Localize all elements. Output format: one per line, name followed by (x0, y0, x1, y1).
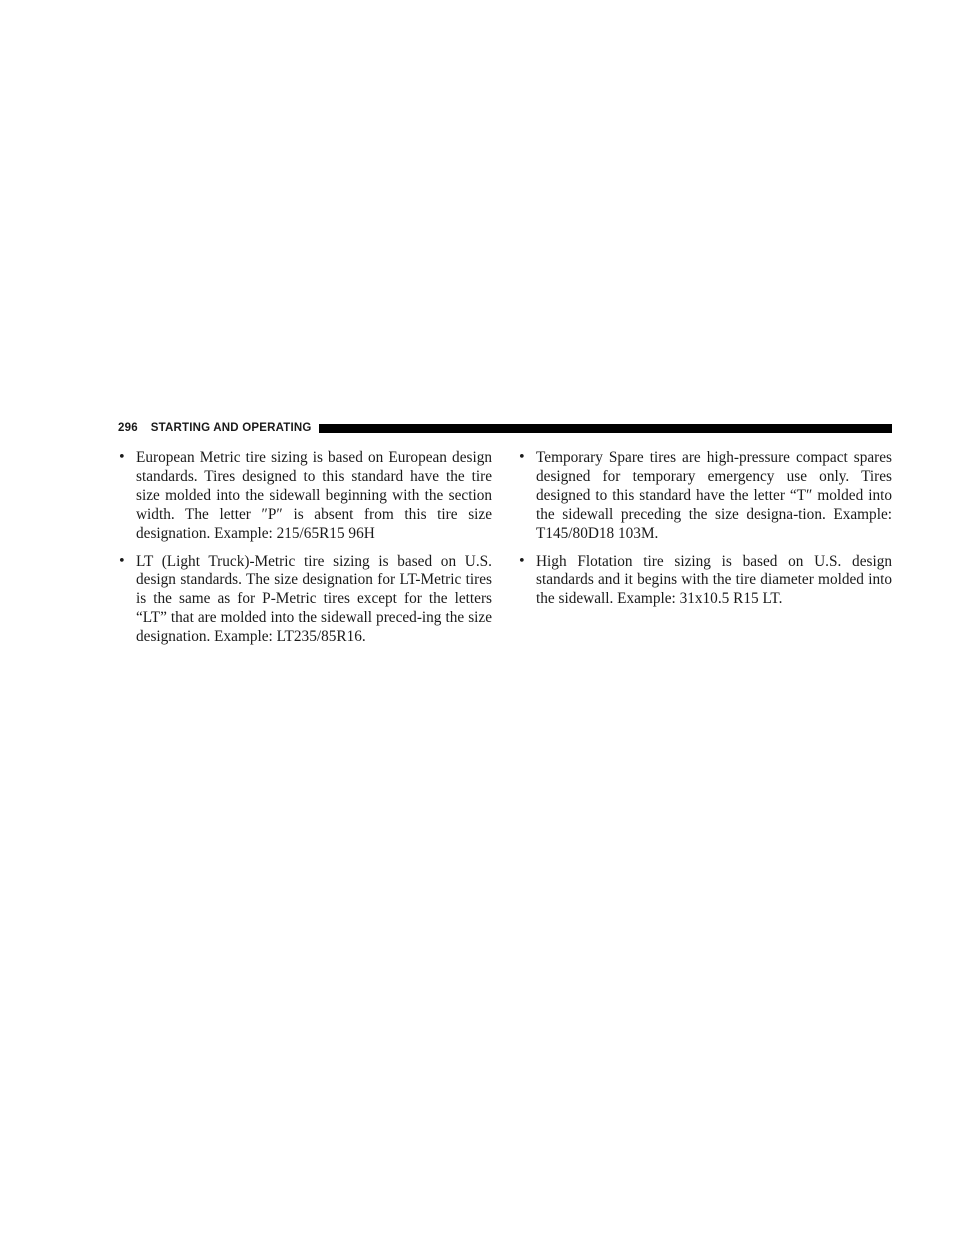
bullet-icon: • (518, 450, 526, 465)
list-item-text: Temporary Spare tires are high-pressure compact spares designed for temporary emergency use only. Tires designed to this standard have the letter “T″ molded into the sidewall preceding the size designa-tion. Example: T145/80D18 103M. (536, 449, 892, 542)
right-bullet-list (518, 449, 892, 609)
page-number: 296 (118, 422, 138, 434)
section-title: STARTING AND OPERATING (150, 422, 312, 434)
list-item-text: LT (Light Truck)-Metric tire sizing is based on U.S. design standards. The size designation for LT-Metric tires is the same as for P-Metric tires except for the letters “LT” that are molded into the sidewall preced-ing the size designation. Example: LT235/85R16. (136, 552, 492, 646)
header-rule (319, 424, 892, 433)
list-item (118, 449, 492, 544)
bullet-icon: • (118, 450, 126, 465)
left-column (118, 449, 492, 656)
list-item (518, 449, 892, 544)
list-item-text: European Metric tire sizing is based on European design standards. Tires designed to this standard have the tire size molded into the sidewall beginning with the section width. The letter ″P″ is absent from this tire size designation. Example: 215/65R15 96H (136, 449, 492, 542)
list-item-text: High Flotation tire sizing is based on U.S. design standards and it begins with the tire diameter molded into the sidewall. Example: 31x10.5 R15 LT. (536, 552, 892, 608)
right-column (518, 449, 892, 618)
list-item (518, 553, 892, 610)
left-bullet-list (118, 449, 492, 647)
list-item (118, 553, 492, 648)
page-header (118, 419, 892, 437)
bullet-icon: • (518, 553, 526, 569)
bullet-icon: • (118, 553, 126, 569)
